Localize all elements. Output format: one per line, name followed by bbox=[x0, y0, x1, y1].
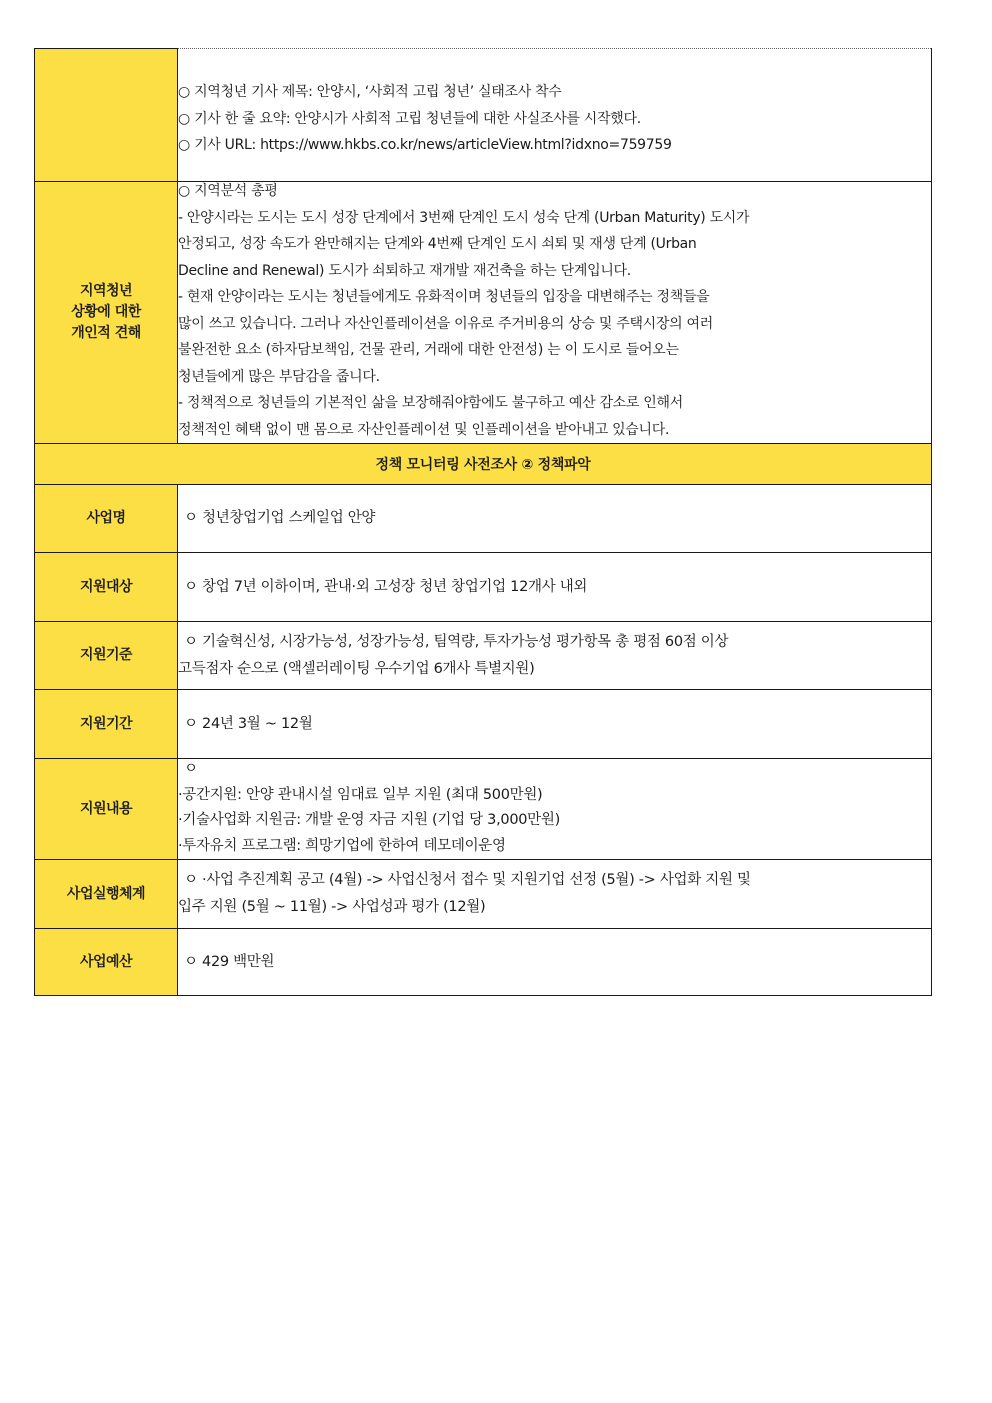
support-content-line: ·공간지원: 안양 관내시설 임대료 일부 지원 (최대 500만원) bbox=[178, 786, 543, 803]
policy-monitoring-table bbox=[34, 48, 932, 996]
business-name-label: 사업명 bbox=[35, 485, 178, 553]
support-content-line: ·기술사업화 지원금: 개발 운영 자금 지원 (기업 당 3,000만원) bbox=[178, 812, 560, 828]
analysis-line: 안정되고, 성장 속도가 완만해지는 단계와 4번째 단계인 도시 쇠퇴 및 재생 단계 (Urban bbox=[178, 236, 697, 252]
news-content-cell bbox=[178, 49, 932, 182]
analysis-line: 정책적인 혜택 없이 맨 몸으로 자산인플레이션 및 인플레이션을 받아내고 있습니다. bbox=[178, 421, 670, 438]
analysis-row bbox=[35, 182, 932, 444]
support-criteria-row bbox=[35, 622, 932, 690]
support-criteria-label: 지원기준 bbox=[35, 622, 178, 690]
support-content-cell bbox=[178, 759, 932, 860]
news-row bbox=[35, 49, 932, 182]
news-url-line: ○ 기사 URL: https://www.hkbs.co.kr/news/articleView.html?idxno=759759 bbox=[178, 137, 672, 154]
support-target-value: ㅇ 창업 7년 이하이며, 관내·외 고성장 청년 창업기업 12개사 내외 bbox=[184, 578, 588, 595]
analysis-content-cell bbox=[178, 182, 932, 444]
section-header: 정책 모니터링 사전조사 ② 정책파악 bbox=[35, 444, 932, 485]
business-name-value: ㅇ 청년창업기업 스케일업 안양 bbox=[184, 510, 376, 526]
execution-system-label: 사업실행체계 bbox=[35, 860, 178, 929]
business-name-cell bbox=[178, 485, 932, 553]
execution-system-row bbox=[35, 860, 932, 929]
analysis-line: 불완전한 요소 (하자담보책임, 건물 관리, 거래에 대한 안전성) 는 이 도시로 들어오는 bbox=[178, 342, 679, 358]
support-content-line: ㅇ bbox=[184, 761, 198, 777]
support-content-line: ·투자유치 프로그램: 희망기업에 한하여 데모데이운영 bbox=[178, 837, 506, 854]
section-header-row bbox=[35, 444, 932, 485]
support-content-label: 지원내용 bbox=[35, 759, 178, 860]
budget-row bbox=[35, 929, 932, 996]
support-target-row bbox=[35, 553, 932, 622]
analysis-line: - 정책적으로 청년들의 기본적인 삶을 보장해줘야함에도 불구하고 예산 감소로 인해서 bbox=[178, 395, 683, 411]
news-label-cell bbox=[35, 49, 178, 182]
support-criteria-line: ㅇ 기술혁신성, 시장가능성, 성장가능성, 팀역량, 투자가능성 평가항목 총 평점 60점 이상 bbox=[184, 633, 729, 650]
support-criteria-line: 고득점자 순으로 (액셀러레이팅 우수기업 6개사 특별지원) bbox=[178, 660, 535, 677]
budget-label: 사업예산 bbox=[35, 929, 178, 996]
news-title-line: ○ 지역청년 기사 제목: 안양시, ‘사회적 고립 청년’ 실태조사 착수 bbox=[178, 84, 562, 101]
analysis-line: - 현재 안양이라는 도시는 청년들에게도 유화적이며 청년들의 입장을 대변해주는 정책들을 bbox=[178, 289, 710, 305]
execution-system-line: 입주 지원 (5월 ~ 11월) -> 사업성과 평가 (12월) bbox=[178, 899, 486, 915]
business-name-row bbox=[35, 485, 932, 553]
support-target-label: 지원대상 bbox=[35, 553, 178, 622]
support-period-value: ㅇ 24년 3월 ~ 12월 bbox=[184, 715, 313, 732]
news-summary-line: ○ 기사 한 줄 요약: 안양시가 사회적 고립 청년들에 대한 사실조사를 시작했다. bbox=[178, 110, 641, 127]
analysis-line: 청년들에게 많은 부담감을 줍니다. bbox=[178, 368, 380, 385]
support-content-row bbox=[35, 759, 932, 860]
support-period-row bbox=[35, 690, 932, 759]
analysis-line: 많이 쓰고 있습니다. 그러나 자산인플레이션을 이유로 주거비용의 상승 및 주택시장의 여러 bbox=[178, 315, 713, 332]
budget-cell bbox=[178, 929, 932, 996]
execution-system-line: ㅇ ·사업 추진계획 공고 (4월) -> 사업신청서 접수 및 지원기업 선정 (5월) -> 사업화 지원 및 bbox=[184, 872, 751, 888]
support-target-cell bbox=[178, 553, 932, 622]
support-criteria-cell bbox=[178, 622, 932, 690]
analysis-label-cell bbox=[35, 182, 178, 444]
analysis-label-line-2: 상황에 대한 bbox=[71, 304, 141, 320]
support-period-cell bbox=[178, 690, 932, 759]
analysis-label-line-3: 개인적 견해 bbox=[71, 325, 141, 341]
analysis-line: Decline and Renewal) 도시가 쇠퇴하고 재개발 재건축을 하는 단계입니다. bbox=[178, 262, 631, 279]
analysis-line: - 안양시라는 도시는 도시 성장 단계에서 3번째 단계인 도시 성숙 단계 (Urban Maturity) 도시가 bbox=[178, 209, 750, 226]
analysis-line: ○ 지역분석 총평 bbox=[178, 183, 278, 199]
support-period-label: 지원기간 bbox=[35, 690, 178, 759]
budget-value: ㅇ 429 백만원 bbox=[184, 953, 275, 970]
analysis-label-line-1: 지역청년 bbox=[79, 283, 133, 299]
execution-system-cell bbox=[178, 860, 932, 929]
